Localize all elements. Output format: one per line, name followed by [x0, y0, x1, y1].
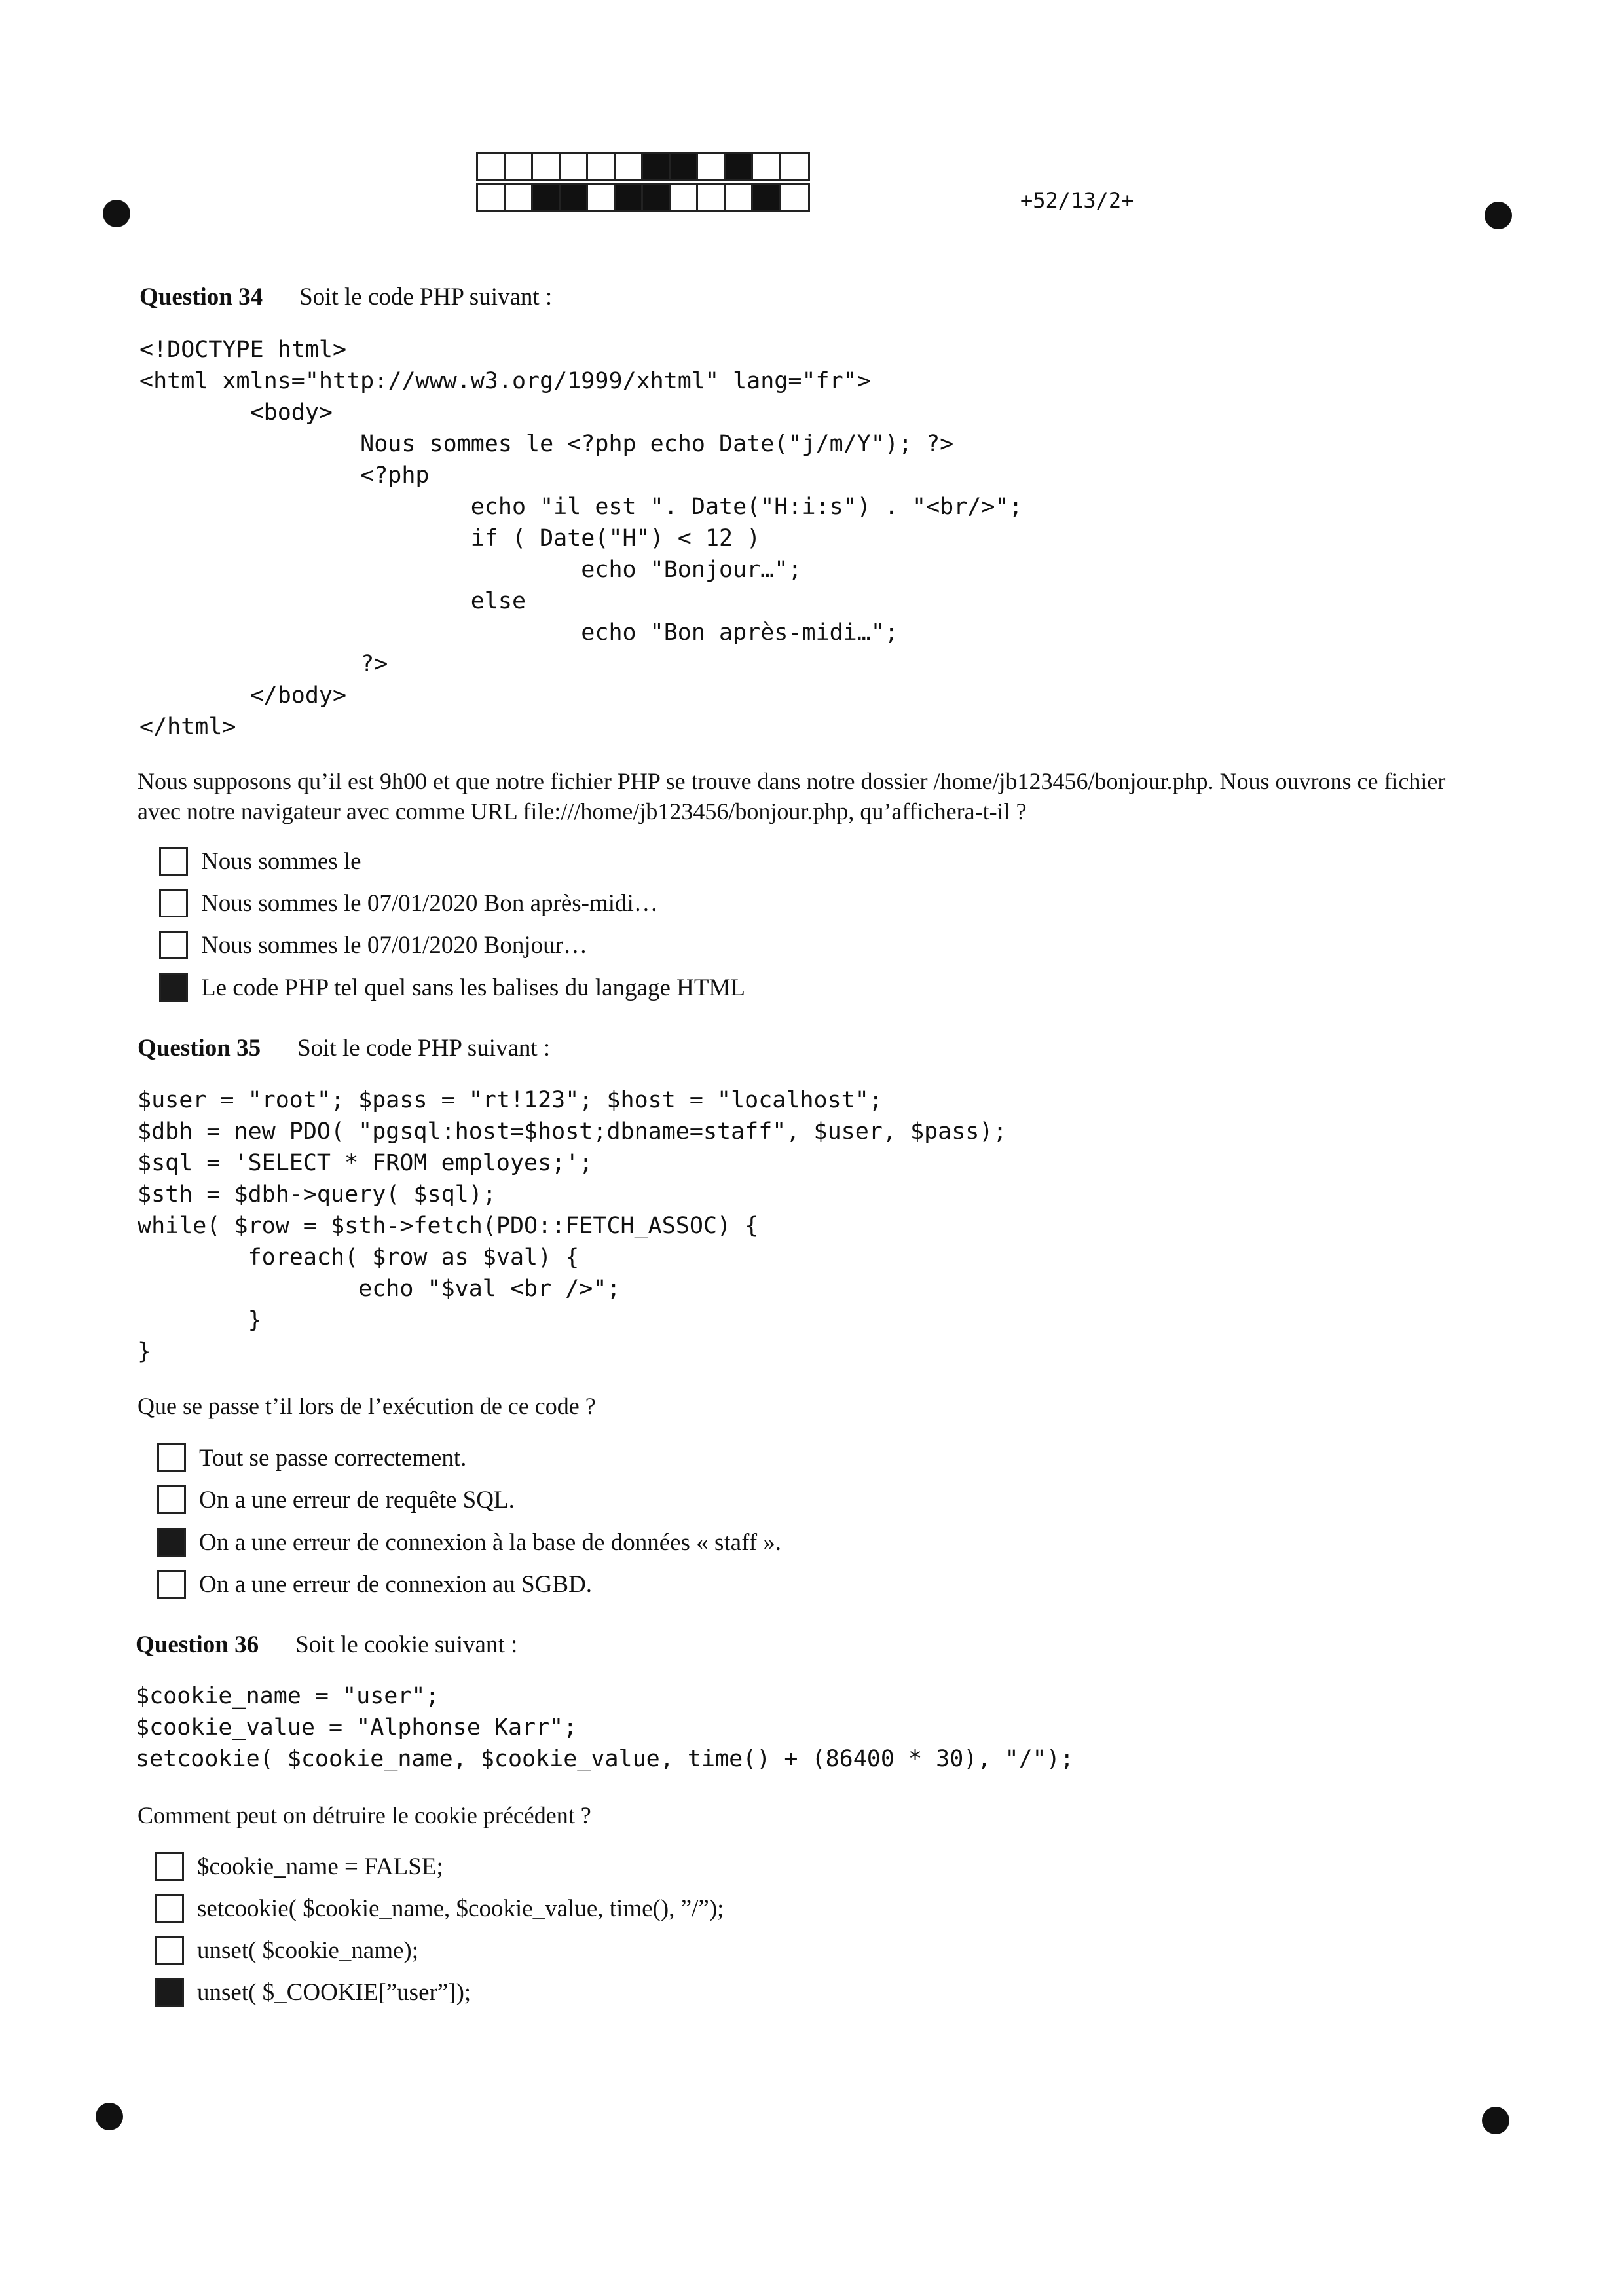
question-34-code: <!DOCTYPE html> <html xmlns="http://www.w3.org/1999/xhtml" lang="fr"> <body> Nous sommes le <?php echo Date("j/m/Y"); ?> <?php echo "il est ". Date("H:i:s") . "<br/>"; if ( Date("H") < 12 ) echo "Bonjour…"; else echo "Bon après-midi…"; ?> </body> </html>: [139, 337, 1023, 740]
checkbox[interactable]: [157, 1443, 186, 1472]
option-label: $cookie_name = FALSE;: [197, 1853, 443, 1880]
question-35-code: $user = "root"; $pass = "rt!123"; $host = "localhost"; $dbh = new PDO( "pgsql:host=$host;dbname=staff", $user, $pass); $sql = 'SELECT * FROM employes;'; $sth = $dbh->query( $sql); while( $row = $sth->fetch(PDO::FETCH_ASSOC) { foreach( $row as $val) { echo "$val <br />"; } }: [138, 1087, 1007, 1365]
barcode-row-1: [476, 152, 810, 181]
q34-option-1[interactable]: [159, 847, 361, 876]
option-label: On a une erreur de requête SQL.: [199, 1486, 515, 1513]
barcode-cell: [781, 185, 808, 210]
question-36-header: [136, 1631, 517, 1659]
barcode-row-2: [476, 183, 810, 212]
q36-option-2[interactable]: [155, 1894, 724, 1923]
registration-mark-bottom-right: [1482, 2107, 1509, 2134]
question-36-code: $cookie_name = "user"; $cookie_value = "Alphonse Karr"; setcookie( $cookie_name, $cookie_value, time() + (86400 * 30), "/");: [136, 1683, 1074, 1772]
option-label: On a une erreur de connexion au SGBD.: [199, 1570, 593, 1598]
barcode-cell: [506, 154, 533, 179]
q36-option-3[interactable]: [155, 1936, 418, 1965]
option-label: Nous sommes le 07/01/2020 Bonjour…: [201, 931, 587, 959]
q34-option-4[interactable]: [159, 973, 745, 1002]
question-35-header: [138, 1034, 550, 1062]
barcode-cell: [588, 185, 616, 210]
question-35-prompt: Que se passe t’il lors de l’exécution de ce code ?: [138, 1393, 596, 1419]
barcode-cell: [698, 154, 726, 179]
barcode-cell: [698, 185, 726, 210]
q35-option-4[interactable]: [157, 1570, 592, 1599]
q34-option-3[interactable]: [159, 931, 587, 959]
barcode-cell: [478, 154, 506, 179]
barcode-cell: [753, 185, 781, 210]
barcode-cell: [561, 185, 588, 210]
q34-option-2[interactable]: [159, 889, 658, 917]
question-intro: Soit le code PHP suivant :: [297, 1035, 551, 1062]
barcode-cell: [478, 185, 506, 210]
checkbox[interactable]: [159, 889, 188, 917]
checkbox[interactable]: [155, 1936, 184, 1965]
option-label: Le code PHP tel quel sans les balises du langage HTML: [201, 974, 745, 1001]
option-label: Nous sommes le: [201, 847, 361, 875]
option-label: unset( $_COOKIE[”user”]);: [197, 1978, 471, 2006]
barcode-cell: [643, 185, 671, 210]
checkbox[interactable]: [159, 931, 188, 959]
option-label: unset( $cookie_name);: [197, 1936, 419, 1964]
barcode-cell: [506, 185, 533, 210]
checkbox-checked[interactable]: [155, 1978, 184, 2007]
option-label: Tout se passe correctement.: [199, 1444, 467, 1472]
question-number: Question 34: [139, 284, 263, 310]
barcode-cell: [726, 185, 753, 210]
option-label: On a une erreur de connexion à la base de données « staff ».: [199, 1528, 782, 1556]
checkbox[interactable]: [155, 1852, 184, 1881]
checkbox[interactable]: [155, 1894, 184, 1923]
registration-mark-top-left: [103, 200, 130, 227]
option-label: setcookie( $cookie_name, $cookie_value, time(), ”/”);: [197, 1895, 724, 1922]
checkbox-checked[interactable]: [157, 1528, 186, 1557]
question-intro: Soit le cookie suivant :: [295, 1631, 518, 1658]
barcode-cell: [671, 154, 698, 179]
question-34-header: [139, 283, 552, 311]
question-34-prompt: Nous supposons qu’il est 9h00 et que notre fichier PHP se trouve dans notre dossier /home/jb123456/bonjour.php. Nous ouvrons ce fichier avec notre navigateur avec comme URL file:///home/jb123456/bonjour.php, qu’affichera-t-il ?: [138, 768, 1446, 824]
barcode-cell: [533, 185, 561, 210]
option-label: Nous sommes le 07/01/2020 Bon après-midi…: [201, 889, 658, 917]
registration-mark-bottom-left: [96, 2103, 123, 2130]
barcode-cell: [616, 154, 643, 179]
barcode-cell: [561, 154, 588, 179]
question-36-prompt: Comment peut on détruire le cookie précédent ?: [138, 1802, 591, 1828]
page-code: +52/13/2+: [1020, 188, 1134, 213]
question-intro: Soit le code PHP suivant :: [299, 284, 553, 310]
checkbox[interactable]: [159, 847, 188, 876]
barcode-cell: [533, 154, 561, 179]
checkbox-checked[interactable]: [159, 973, 188, 1002]
checkbox[interactable]: [157, 1485, 186, 1514]
barcode-cell: [643, 154, 671, 179]
q35-option-1[interactable]: [157, 1443, 466, 1472]
barcode-cell: [588, 154, 616, 179]
barcode-cell: [781, 154, 808, 179]
barcode-cell: [616, 185, 643, 210]
q35-option-2[interactable]: [157, 1485, 515, 1514]
question-number: Question 36: [136, 1631, 259, 1658]
barcode-cell: [753, 154, 781, 179]
q36-option-1[interactable]: [155, 1852, 443, 1881]
checkbox[interactable]: [157, 1570, 186, 1599]
barcode-cell: [671, 185, 698, 210]
question-number: Question 35: [138, 1035, 261, 1062]
registration-mark-top-right: [1485, 202, 1512, 229]
q36-option-4[interactable]: [155, 1978, 471, 2007]
q35-option-3[interactable]: [157, 1528, 781, 1557]
barcode-cell: [726, 154, 753, 179]
